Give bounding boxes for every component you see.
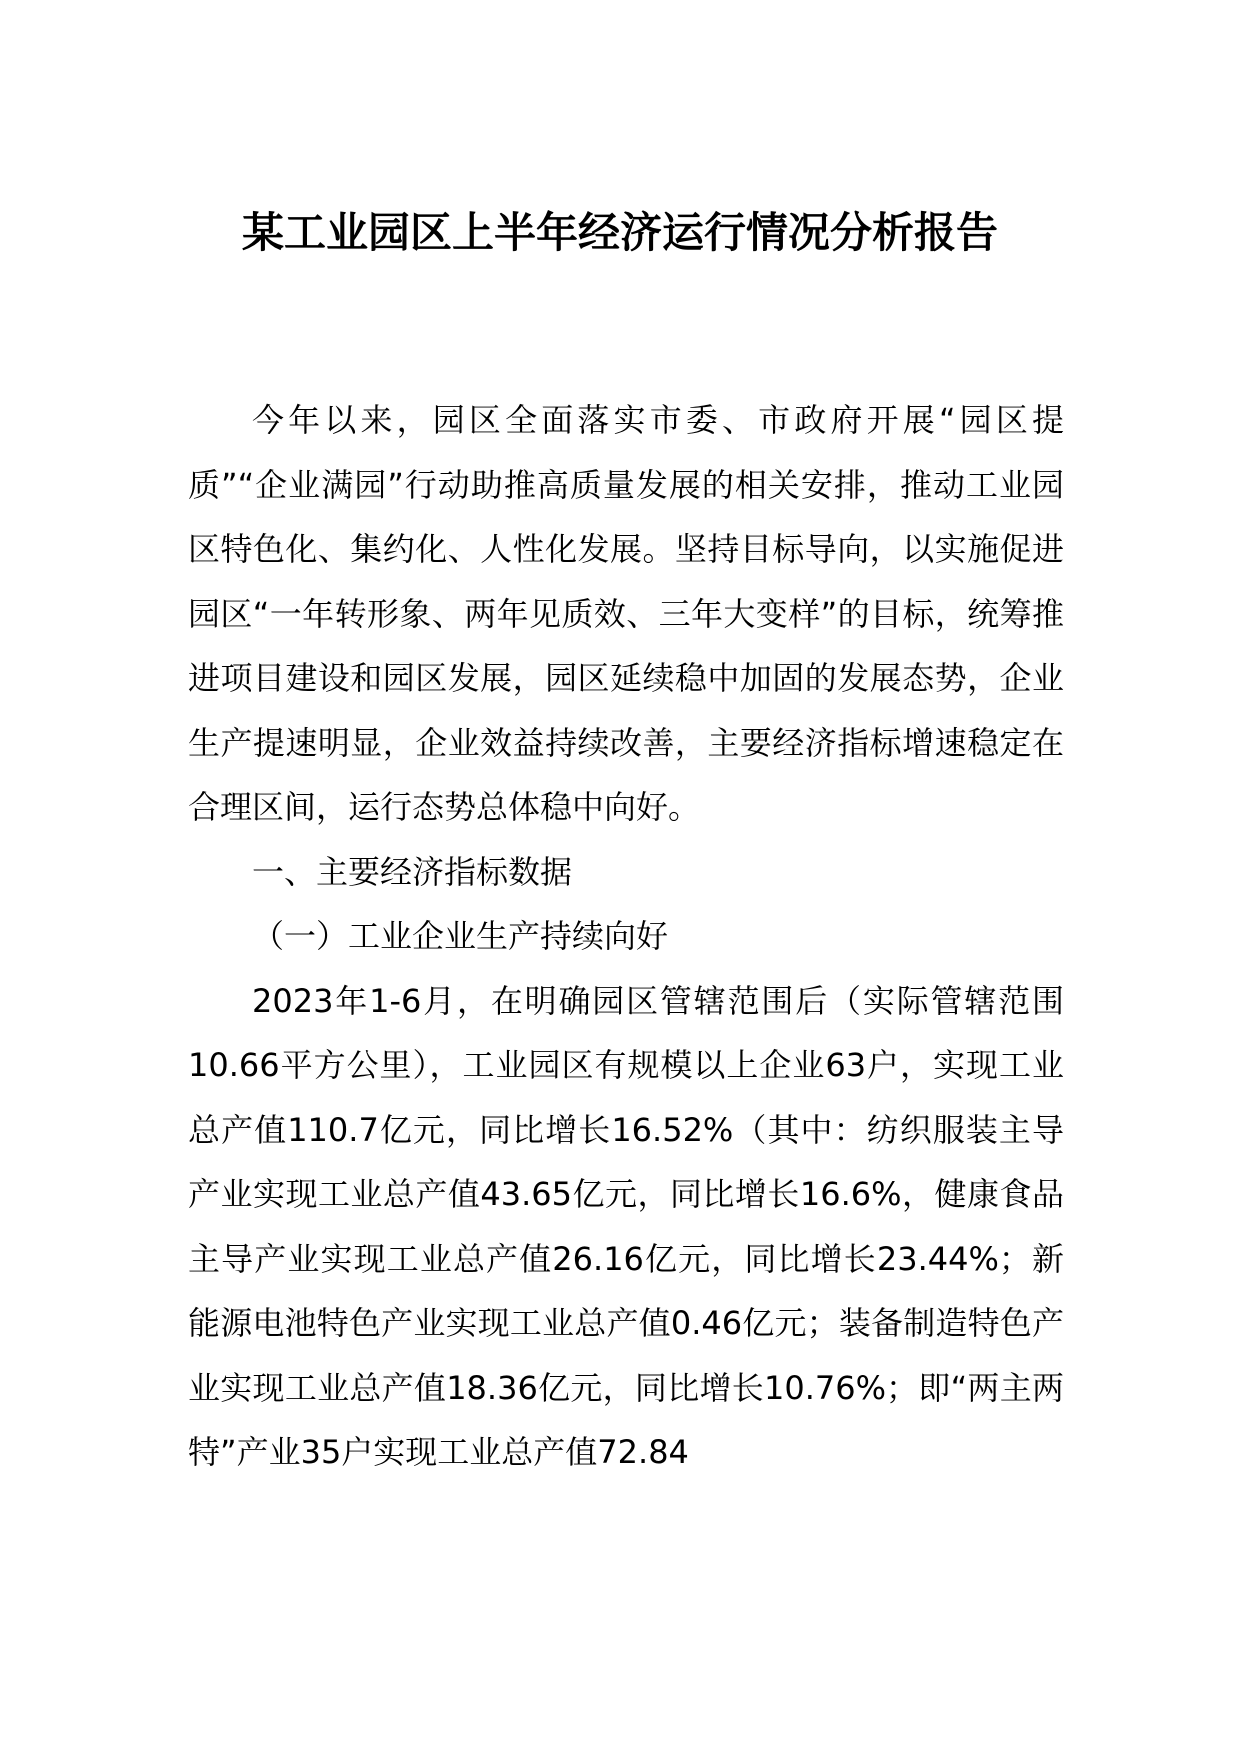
subsection-heading: （一）工业企业生产持续向好 bbox=[252, 917, 669, 955]
data-paragraph: 2023年1-6月，在明确园区管辖范围后（实际管辖范围10.66平方公里），工业园区有规模以上企业63户，实现工业总产值110.7亿元，同比增长16.52%（其中：纺织服装主导产业实现工业总产值43.65亿元，同比增长16.6%，健康食品主导产业实现工业总产值26.16亿元，同比增长23.44%；新能源电池特色产业实现工业总产值0.46亿元；装备制造特色产业实现工业总产值18.36亿元，同比增长10.76%；即“两主两特”产业35户实现工业总产值72.84 bbox=[188, 981, 1064, 1471]
document-body bbox=[188, 388, 1064, 1485]
intro-paragraph: 今年以来，园区全面落实市委、市政府开展“园区提质”“企业满园”行动助推高质量发展的相关安排，推动工业园区特色化、集约化、人性化发展。坚持目标导向，以实施促进园区“一年转形象、两年见质效、三年大变样”的目标，统筹推进项目建设和园区发展，园区延续稳中加固的发展态势，企业生产提速明显，企业效益持续改善，主要经济指标增速稳定在合理区间，运行态势总体稳中向好。 bbox=[188, 401, 1064, 826]
document-title: 某工业园区上半年经济运行情况分析报告 bbox=[241, 208, 998, 257]
section-heading: 一、主要经济指标数据 bbox=[252, 852, 573, 891]
